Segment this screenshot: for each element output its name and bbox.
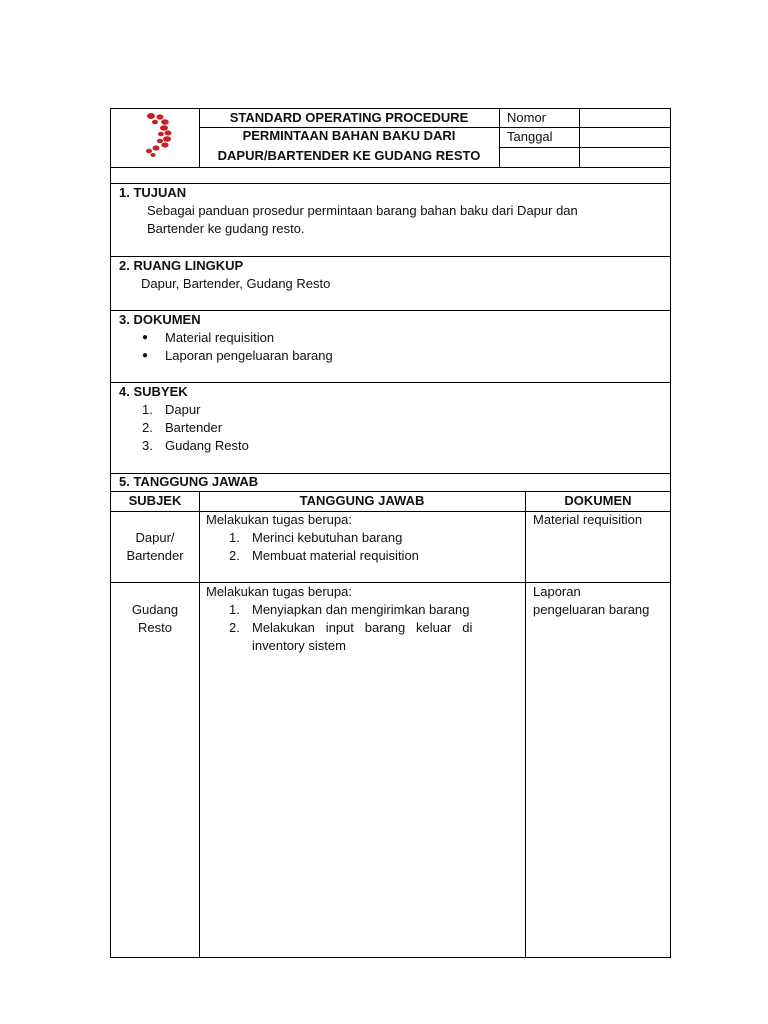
dokumen-bullet-1: ● xyxy=(142,332,149,343)
subyek-num-1: 1. xyxy=(142,402,153,417)
row1-intro: Melakukan tugas berupa: xyxy=(206,512,352,527)
row1-task-2: Membuat material requisition xyxy=(252,548,419,563)
dokumen-item-2: Laporan pengeluaran barang xyxy=(165,348,333,363)
row2-subject-line1: Gudang xyxy=(131,602,179,617)
dokumen-bullet-2: ● xyxy=(142,350,149,361)
header-title-line1: STANDARD OPERATING PROCEDURE xyxy=(229,110,469,125)
section-dokumen-title: 3. DOKUMEN xyxy=(119,312,201,327)
header-title-line3: DAPUR/BARTENDER KE GUDANG RESTO xyxy=(217,148,481,163)
row2-task-num-2: 2. xyxy=(229,620,240,635)
row1-task-num-1: 1. xyxy=(229,530,240,545)
subyek-item-3: Gudang Resto xyxy=(165,438,249,453)
ruang-text: Dapur, Bartender, Gudang Resto xyxy=(141,276,331,291)
spacer-line xyxy=(111,183,671,184)
dokumen-item-1: Material requisition xyxy=(165,330,275,345)
header-divider-title xyxy=(499,109,500,167)
row2-document-line1: Laporan xyxy=(533,584,581,599)
nomor-label: Nomor xyxy=(507,110,547,125)
header-divider-label xyxy=(579,109,580,167)
row1-task-1: Merinci kebutuhan barang xyxy=(252,530,403,545)
table-col-divider-1 xyxy=(199,491,200,958)
row2-intro: Melakukan tugas berupa: xyxy=(206,584,352,599)
header-row-line-2 xyxy=(499,147,671,148)
row1-subject-line1: Dapur/ xyxy=(135,530,175,545)
section-ruang-title: 2. RUANG LINGKUP xyxy=(119,258,244,273)
company-logo-icon xyxy=(141,111,181,159)
row2-subject-line2: Resto xyxy=(138,620,172,635)
section-divider-3 xyxy=(111,382,671,383)
table-header-tanggung: TANGGUNG JAWAB xyxy=(299,493,425,508)
table-col-divider-2 xyxy=(525,491,526,958)
row2-task-2: Melakukan input barang keluar di xyxy=(252,620,473,635)
row2-document-line2: pengeluaran barang xyxy=(533,602,650,617)
subyek-item-1: Dapur xyxy=(165,402,201,417)
section-tanggung-title: 5. TANGGUNG JAWAB xyxy=(119,474,259,489)
section-tujuan-title: 1. TUJUAN xyxy=(119,185,187,200)
tujuan-text-line1: Sebagai panduan prosedur permintaan barang bahan baku dari Dapur dan xyxy=(147,203,578,218)
row2-task-2-continued: inventory sistem xyxy=(252,638,346,653)
subyek-num-3: 3. xyxy=(142,438,153,453)
row1-subject-line2: Bartender xyxy=(126,548,184,563)
row1-task-num-2: 2. xyxy=(229,548,240,563)
tujuan-text-line2: Bartender ke gudang resto. xyxy=(147,221,305,236)
row1-document: Material requisition xyxy=(533,512,643,527)
header-title-line2: PERMINTAAN BAHAN BAKU DARI xyxy=(242,128,456,143)
row2-task-1: Menyiapkan dan mengirimkan barang xyxy=(252,602,470,617)
subyek-item-2: Bartender xyxy=(165,420,223,435)
table-header-subjek: SUBJEK xyxy=(128,493,182,508)
tanggal-label: Tanggal xyxy=(507,129,553,144)
subyek-num-2: 2. xyxy=(142,420,153,435)
sop-document xyxy=(110,108,671,958)
header-bottom-line xyxy=(111,167,671,168)
section-subyek-title: 4. SUBYEK xyxy=(119,384,188,399)
table-header-dokumen: DOKUMEN xyxy=(564,493,632,508)
table-row-divider xyxy=(111,582,671,583)
row2-task-num-1: 1. xyxy=(229,602,240,617)
